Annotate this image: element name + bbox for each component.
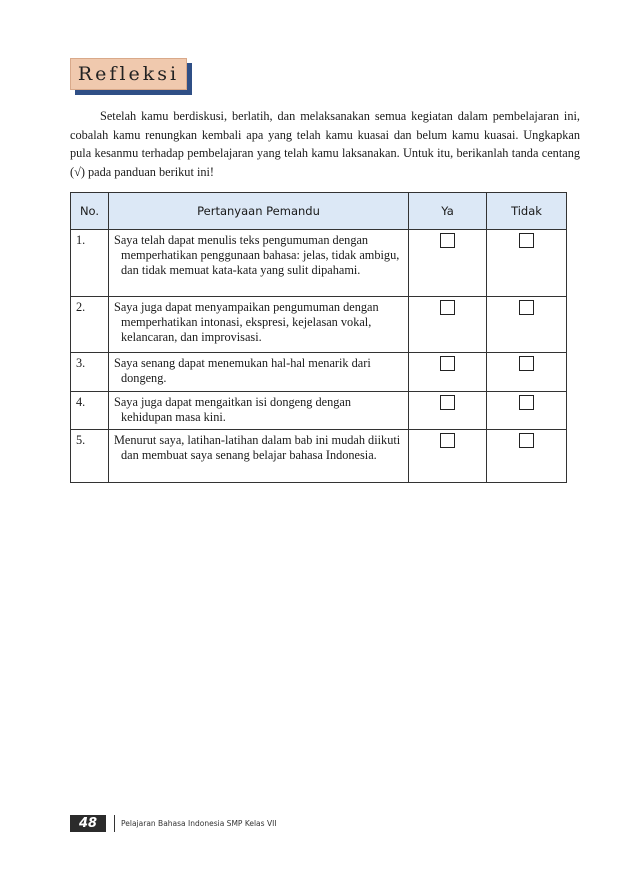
yes-checkbox[interactable]	[440, 233, 455, 248]
intro-paragraph: Setelah kamu berdiskusi, berlatih, dan melaksanakan semua kegiatan dalam pembelajaran ini, cobalah kamu renungkan kembali apa yang telah kamu kuasai dan belum kamu kuasai. Ungkapkan pula kesanmu terhadap pembelajaran yang telah kamu laksanakan. Untuk itu, berikanlah tanda centang (√) pada panduan berikut ini!	[70, 109, 580, 179]
table-row	[71, 430, 567, 483]
no-cell	[487, 297, 567, 353]
row-number: 5.	[71, 430, 109, 483]
no-checkbox[interactable]	[519, 233, 534, 248]
question-text: Saya telah dapat menulis teks pengumuman dengan memperhatikan penggunaan bahasa: jelas, tidak ambigu, dan tidak memuat kata-kata yang sulit dipahami.	[114, 233, 400, 278]
row-question	[109, 392, 409, 430]
no-checkbox[interactable]	[519, 395, 534, 410]
yes-cell	[409, 297, 487, 353]
question-text: Saya senang dapat menemukan hal-hal menarik dari dongeng.	[114, 356, 371, 386]
yes-checkbox[interactable]	[440, 356, 455, 371]
yes-checkbox[interactable]	[440, 300, 455, 315]
yes-checkbox[interactable]	[440, 433, 455, 448]
header-question: Pertanyaan Pemandu	[109, 193, 409, 230]
no-cell	[487, 392, 567, 430]
footer-divider	[114, 815, 115, 832]
row-number: 4.	[71, 392, 109, 430]
row-question	[109, 230, 409, 297]
row-number: 2.	[71, 297, 109, 353]
question-text: Saya juga dapat mengaitkan isi dongeng dengan kehidupan masa kini.	[114, 395, 351, 425]
row-number: 3.	[71, 353, 109, 392]
no-cell	[487, 430, 567, 483]
no-checkbox[interactable]	[519, 300, 534, 315]
row-number: 1.	[71, 230, 109, 297]
table-row	[71, 297, 567, 353]
book-title: Pelajaran Bahasa Indonesia SMP Kelas VII	[121, 819, 277, 828]
section-title-badge	[70, 58, 191, 94]
yes-cell	[409, 230, 487, 297]
page-number: 48	[70, 815, 106, 832]
header-yes: Ya	[409, 193, 487, 230]
header-no: No.	[71, 193, 109, 230]
page-footer	[70, 815, 277, 832]
table-row	[71, 230, 567, 297]
no-cell	[487, 230, 567, 297]
no-checkbox[interactable]	[519, 433, 534, 448]
header-no-answer: Tidak	[487, 193, 567, 230]
reflection-table	[70, 192, 567, 483]
question-text: Menurut saya, latihan-latihan dalam bab ini mudah diikuti dan membuat saya senang belajar bahasa Indonesia.	[114, 433, 401, 463]
table-row	[71, 353, 567, 392]
table-row	[71, 392, 567, 430]
yes-cell	[409, 353, 487, 392]
row-question	[109, 297, 409, 353]
section-title: Refleksi	[70, 58, 187, 90]
table-header-row	[71, 193, 567, 230]
question-text: Saya juga dapat menyampaikan pengumuman dengan memperhatikan intonasi, ekspresi, kejelasan vokal, kelancaran, dan improvisasi.	[114, 300, 379, 345]
no-cell	[487, 353, 567, 392]
yes-checkbox[interactable]	[440, 395, 455, 410]
row-question	[109, 353, 409, 392]
yes-cell	[409, 392, 487, 430]
row-question	[109, 430, 409, 483]
no-checkbox[interactable]	[519, 356, 534, 371]
yes-cell	[409, 430, 487, 483]
